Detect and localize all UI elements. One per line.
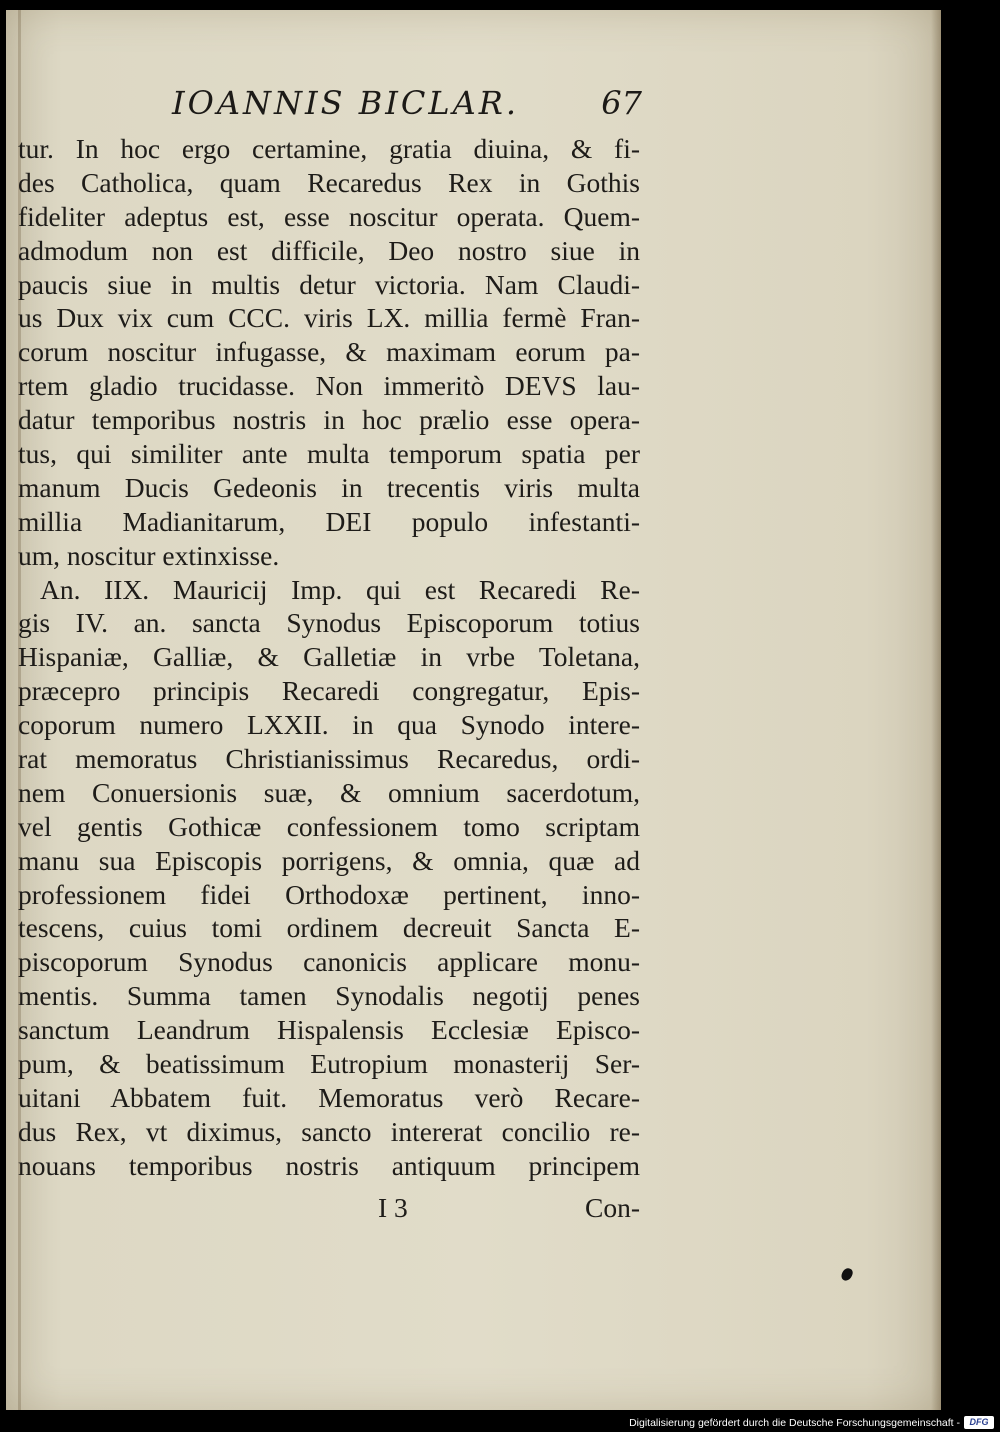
text-line: millia Madianitarum, DEI populo infestanti-: [18, 505, 640, 537]
text-line: datur temporibus nostris in hoc prælio esse opera-: [18, 404, 640, 436]
text-line: admodum non est difficile, Deo nostro siue in: [18, 234, 640, 266]
running-head: [162, 84, 642, 128]
catchword: Con-: [585, 1192, 640, 1223]
text-line: corum noscitur infugasse, & maximam eorum pa-: [18, 336, 640, 368]
signature-mark: I 3: [378, 1192, 408, 1223]
text-line: us Dux vix cum CCC. viris LX. millia fermè Fran-: [18, 302, 640, 334]
page-footer: [18, 1192, 640, 1228]
text-line: nem Conuersionis suæ, & omnium sacerdotum,: [18, 776, 640, 808]
text-line: tescens, cuius tomi ordinem decreuit Sancta E-: [18, 912, 640, 944]
paragraph-start-line: An. IIX. Mauricij Imp. qui est Recaredi Re-: [40, 573, 640, 605]
text-line: sanctum Leandrum Hispalensis Ecclesiæ Episco-: [18, 1014, 640, 1046]
text-line: coporum numero LXXII. in qua Synodo intere-: [18, 709, 640, 741]
text-line: rtem gladio trucidasse. Non immeritò DEVS lau-: [18, 370, 640, 402]
body-text: [18, 132, 640, 1183]
text-line: vel gentis Gothicæ confessionem tomo scriptam: [18, 810, 640, 842]
text-line: uitani Abbatem fuit. Memoratus verò Recare-: [18, 1081, 640, 1113]
text-line: manum Ducis Gedeonis in trecentis viris multa: [18, 471, 640, 503]
text-line: piscoporum Synodus canonicis applicare monu-: [18, 946, 640, 978]
digitization-credit-bar: [0, 1414, 1000, 1432]
page-edge-shadow: [931, 10, 941, 1410]
text-line: tus, qui similiter ante multa temporum spatia per: [18, 438, 640, 470]
text-line: Hispaniæ, Galliæ, & Galletiæ in vrbe Toletana,: [18, 641, 640, 673]
text-line: paucis siue in multis detur victoria. Nam Claudi-: [18, 268, 640, 300]
funding-credit: Digitalisierung gefördert durch die Deutsche Forschungsgemeinschaft -: [629, 1417, 960, 1429]
text-line: des Catholica, quam Recaredus Rex in Gothis: [18, 166, 640, 198]
text-line: um, noscitur extinxisse.: [18, 539, 280, 571]
text-line: dus Rex, vt diximus, sancto intererat concilio re-: [18, 1115, 640, 1147]
text-line: præcepro principis Recaredi congregatur, Epis-: [18, 675, 640, 707]
text-line: tur. In hoc ergo certamine, gratia diuina, & fi-: [18, 133, 640, 164]
text-line: rat memoratus Christianissimus Recaredus, ordi-: [18, 743, 640, 775]
text-line: fideliter adeptus est, esse noscitur operata. Quem-: [18, 200, 640, 232]
text-line: manu sua Episcopis porrigens, & omnia, quæ ad: [18, 844, 640, 876]
text-line: gis IV. an. sancta Synodus Episcoporum totius: [18, 607, 640, 639]
text-line: pum, & beatissimum Eutropium monasterij Ser-: [18, 1048, 640, 1080]
running-title: IOANNIS BICLAR.: [172, 84, 519, 122]
dfg-logo-icon: DFG: [964, 1416, 994, 1429]
text-line: mentis. Summa tamen Synodalis negotij penes: [18, 980, 640, 1012]
text-line: professionem fidei Orthodoxæ pertinent, inno-: [18, 878, 640, 910]
text-line: nouans temporibus nostris antiquum principem: [18, 1149, 640, 1181]
page-number: 67: [601, 84, 642, 122]
